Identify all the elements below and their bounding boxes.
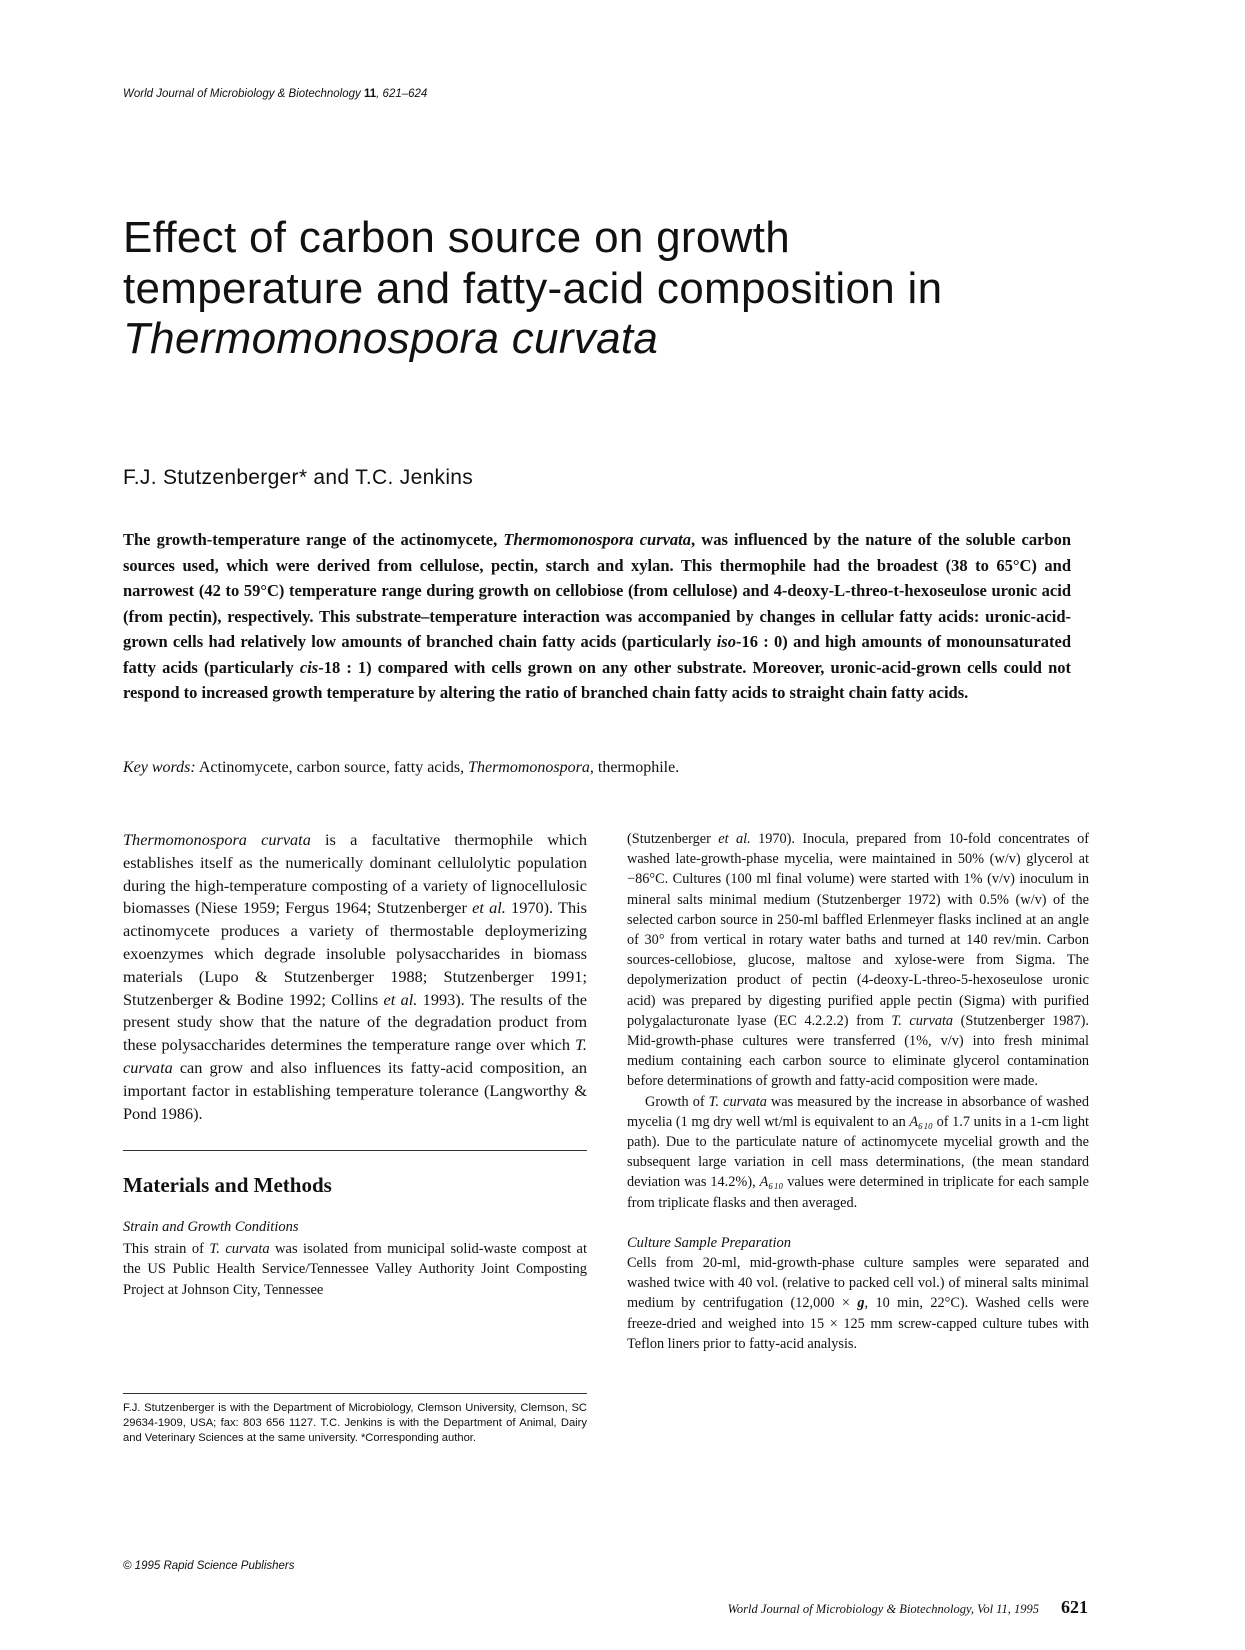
intro-text: 1970). This actinomycete produces a variety of thermostable deploymerizing exoenzymes which degrade insoluble polysaccharides in biomass materials (Lupo & Stutzenberger 1988; Stutzenberger 1991; Stutzenberger & Bodine 1992; Collins: [123, 898, 587, 1009]
intro-text: 1993). The results of the present study show that the nature of the degradation product from these polysaccharides determines the temperature range over which: [123, 989, 587, 1055]
methods-text: Cells from 20-ml, mid-growth-phase culture samples were separated and washed twice with 40 vol. (relative to packed cell vol.) of mineral salts minimal medium by centrifugation (12,000 ×: [627, 1255, 1089, 1312]
gravity-symbol: g: [857, 1295, 865, 1312]
abstract-text: -16 : 0) and high amounts of monounsaturated fatty acids (particularly: [123, 632, 1071, 677]
keywords: [123, 759, 1071, 777]
methods-text: Growth of: [645, 1093, 709, 1110]
methods-text: , 10 min, 22°C). Washed cells were freeze-dried and weighed into 15 × 125 mm screw-capped culture tubes with Teflon liners prior to fatty-acid analysis.: [627, 1295, 1089, 1352]
journal-volume: 11: [364, 88, 377, 100]
strain-text: was isolated from municipal solid-waste compost at the US Public Health Service/Tennessee Valley Authority Joint Composting Project at Johnson City, Tennessee: [123, 1240, 587, 1298]
abstract-text: -18 : 1) compared with cells grown on any other substrate. Moreover, uronic-acid-grown cells could not respond to increased growth temperature by altering the ratio of branched chain fatty acids to straight chain fatty acids.: [123, 657, 1071, 702]
title-line-1: Effect of carbon source on growth: [123, 213, 791, 262]
methods-species: T. curvata: [708, 1093, 767, 1110]
absorbance-symbol: A₆₁₀: [759, 1174, 784, 1191]
footnote-text: F.J. Stutzenberger is with the Department of Microbiology, Clemson University, Clemson, SC 29634-1909, USA; fax: 803 656 1127. T.C. Jenkins is with the Department of Animal, Dairy and Veterinary Sciences at the same university. *Corresponding author.: [123, 1402, 587, 1444]
keywords-genus: Thermomonospora: [468, 759, 590, 776]
intro-etal: et al.: [383, 989, 418, 1009]
abstract-text: , was influenced by the nature of the soluble carbon sources used, which were derived from cellulose, pectin, starch and xylan. This thermophile had the broadest (38 to 65°C) and narrowest (42 to 59°C) temperature range during growth on cellobiose (from cellulose) and 4-deoxy-L-threo-t-hexoseulose uronic acid (from pectin), respectively. This substrate–temperature interaction was accompanied by changes in cellular fatty acids: uronic-acid-grown cells had relatively low amounts of branched chain fatty acids (particularly: [123, 530, 1071, 651]
abstract-iso: iso: [716, 632, 736, 651]
methods-text: of 1.7 units in a 1-cm light path). Due to the particulate nature of actinomycete mycelial growth and the subsequent large variation in cell mass determinations, (the mean standard deviation was 14.2%),: [627, 1113, 1089, 1191]
intro-paragraph: [123, 829, 587, 1125]
methods-text: 1970). Inocula, prepared from 10-fold concentrates of washed late-growth-phase mycelia, were maintained in 50% (w/v) glycerol at −86°C. Cultures (100 ml final volume) were started with 1% (v/v) inoculum in mineral salts minimal medium (Stutzenberger 1972) with 0.5% (w/v) of the selected carbon source in 250-ml baffled Erlenmeyer flasks inclined at an angle of 30° from vertical in rotary water baths and turned at 140 rev/min. Carbon sources-cellobiose, glucose, maltose and xylose-were from Sigma. The depolymerization product of pectin (4-deoxy-L-threo-5-hexoseulose uronic acid) was prepared by digesting purified apple pectin (Sigma) with purified polygalacturonate lyase (EC 4.2.2.2) from: [627, 831, 1089, 1029]
abstract-cis: cis: [299, 657, 319, 677]
footnote-divider: [123, 1393, 587, 1394]
keywords-text: Actinomycete, carbon source, fatty acids,: [195, 759, 469, 776]
methods-text: (Stutzenberger: [627, 831, 719, 847]
footer-journal: World Journal of Microbiology & Biotechnology, Vol 11, 1995: [727, 1602, 1039, 1616]
title-line-3: Thermomonospora curvata: [123, 314, 659, 364]
strain-text: This strain of: [123, 1240, 210, 1257]
journal-header: [123, 88, 427, 100]
journal-pages: , 621–624: [376, 88, 428, 100]
methods-heading: Materials and Methods: [123, 1173, 332, 1198]
methods-etal: et al.: [718, 831, 751, 847]
intro-text: is a facultative thermophile which establishes itself as the numerically dominant cellulolytic population during the high-temperature composting of a variety of lignocellulosic biomasses (Niese 1959; Fergus 1964; Stutzenberger: [123, 830, 587, 918]
journal-name: World Journal of Microbiology & Biotechnology: [123, 88, 361, 100]
absorbance-symbol: A₆₁₀: [909, 1113, 934, 1130]
methods-paragraph-3: [627, 1253, 1089, 1354]
methods-paragraph-1: [627, 829, 1089, 1092]
page-footer: [703, 1597, 1088, 1618]
title-line-2: temperature and fatty-acid composition in: [123, 263, 943, 313]
article-title: [123, 213, 1123, 365]
strain-species: T. curvata: [209, 1240, 270, 1257]
intro-species-short: T. curvata: [123, 1035, 587, 1077]
keywords-label: Key words:: [123, 759, 196, 776]
authors: F.J. Stutzenberger* and T.C. Jenkins: [123, 466, 474, 489]
keywords-text: , thermophile.: [589, 759, 680, 776]
strain-paragraph: [123, 1239, 587, 1301]
right-column: [627, 829, 1089, 1354]
methods-text: was measured by the increase in absorbance of washed mycelia (1 mg dry well wt/ml is equivalent to an: [627, 1093, 1089, 1130]
strain-subheading: Strain and Growth Conditions: [123, 1219, 299, 1236]
abstract-species: Thermomonospora curvata: [503, 530, 692, 549]
methods-text: values were determined in triplicate for each sample from triplicate flasks and then averaged.: [627, 1174, 1089, 1211]
culture-subheading: Culture Sample Preparation: [627, 1234, 792, 1251]
abstract: [123, 527, 1071, 706]
section-divider: [123, 1150, 587, 1151]
abstract-text: The growth-temperature range of the actinomycete,: [123, 530, 504, 549]
copyright: © 1995 Rapid Science Publishers: [123, 1560, 295, 1572]
left-column: [123, 829, 587, 1300]
intro-species: Thermomonospora curvata: [123, 830, 311, 849]
methods-species: T. curvata: [891, 1012, 954, 1029]
methods-paragraph-2: [627, 1092, 1089, 1213]
author-footnote: [123, 1393, 587, 1446]
intro-text: can grow and also influences its fatty-acid composition, an important factor in establishing temperature tolerance (Langworthy & Pond 1986).: [123, 1057, 587, 1123]
page-number: 621: [1061, 1597, 1088, 1617]
methods-text: (Stutzenberger 1987). Mid-growth-phase cultures were transferred (1%, v/v) into fresh minimal medium containing each carbon source to eliminate glycerol contamination before determinations of growth and fatty-acid composition were made.: [627, 1012, 1090, 1090]
intro-etal: et al.: [472, 898, 506, 918]
